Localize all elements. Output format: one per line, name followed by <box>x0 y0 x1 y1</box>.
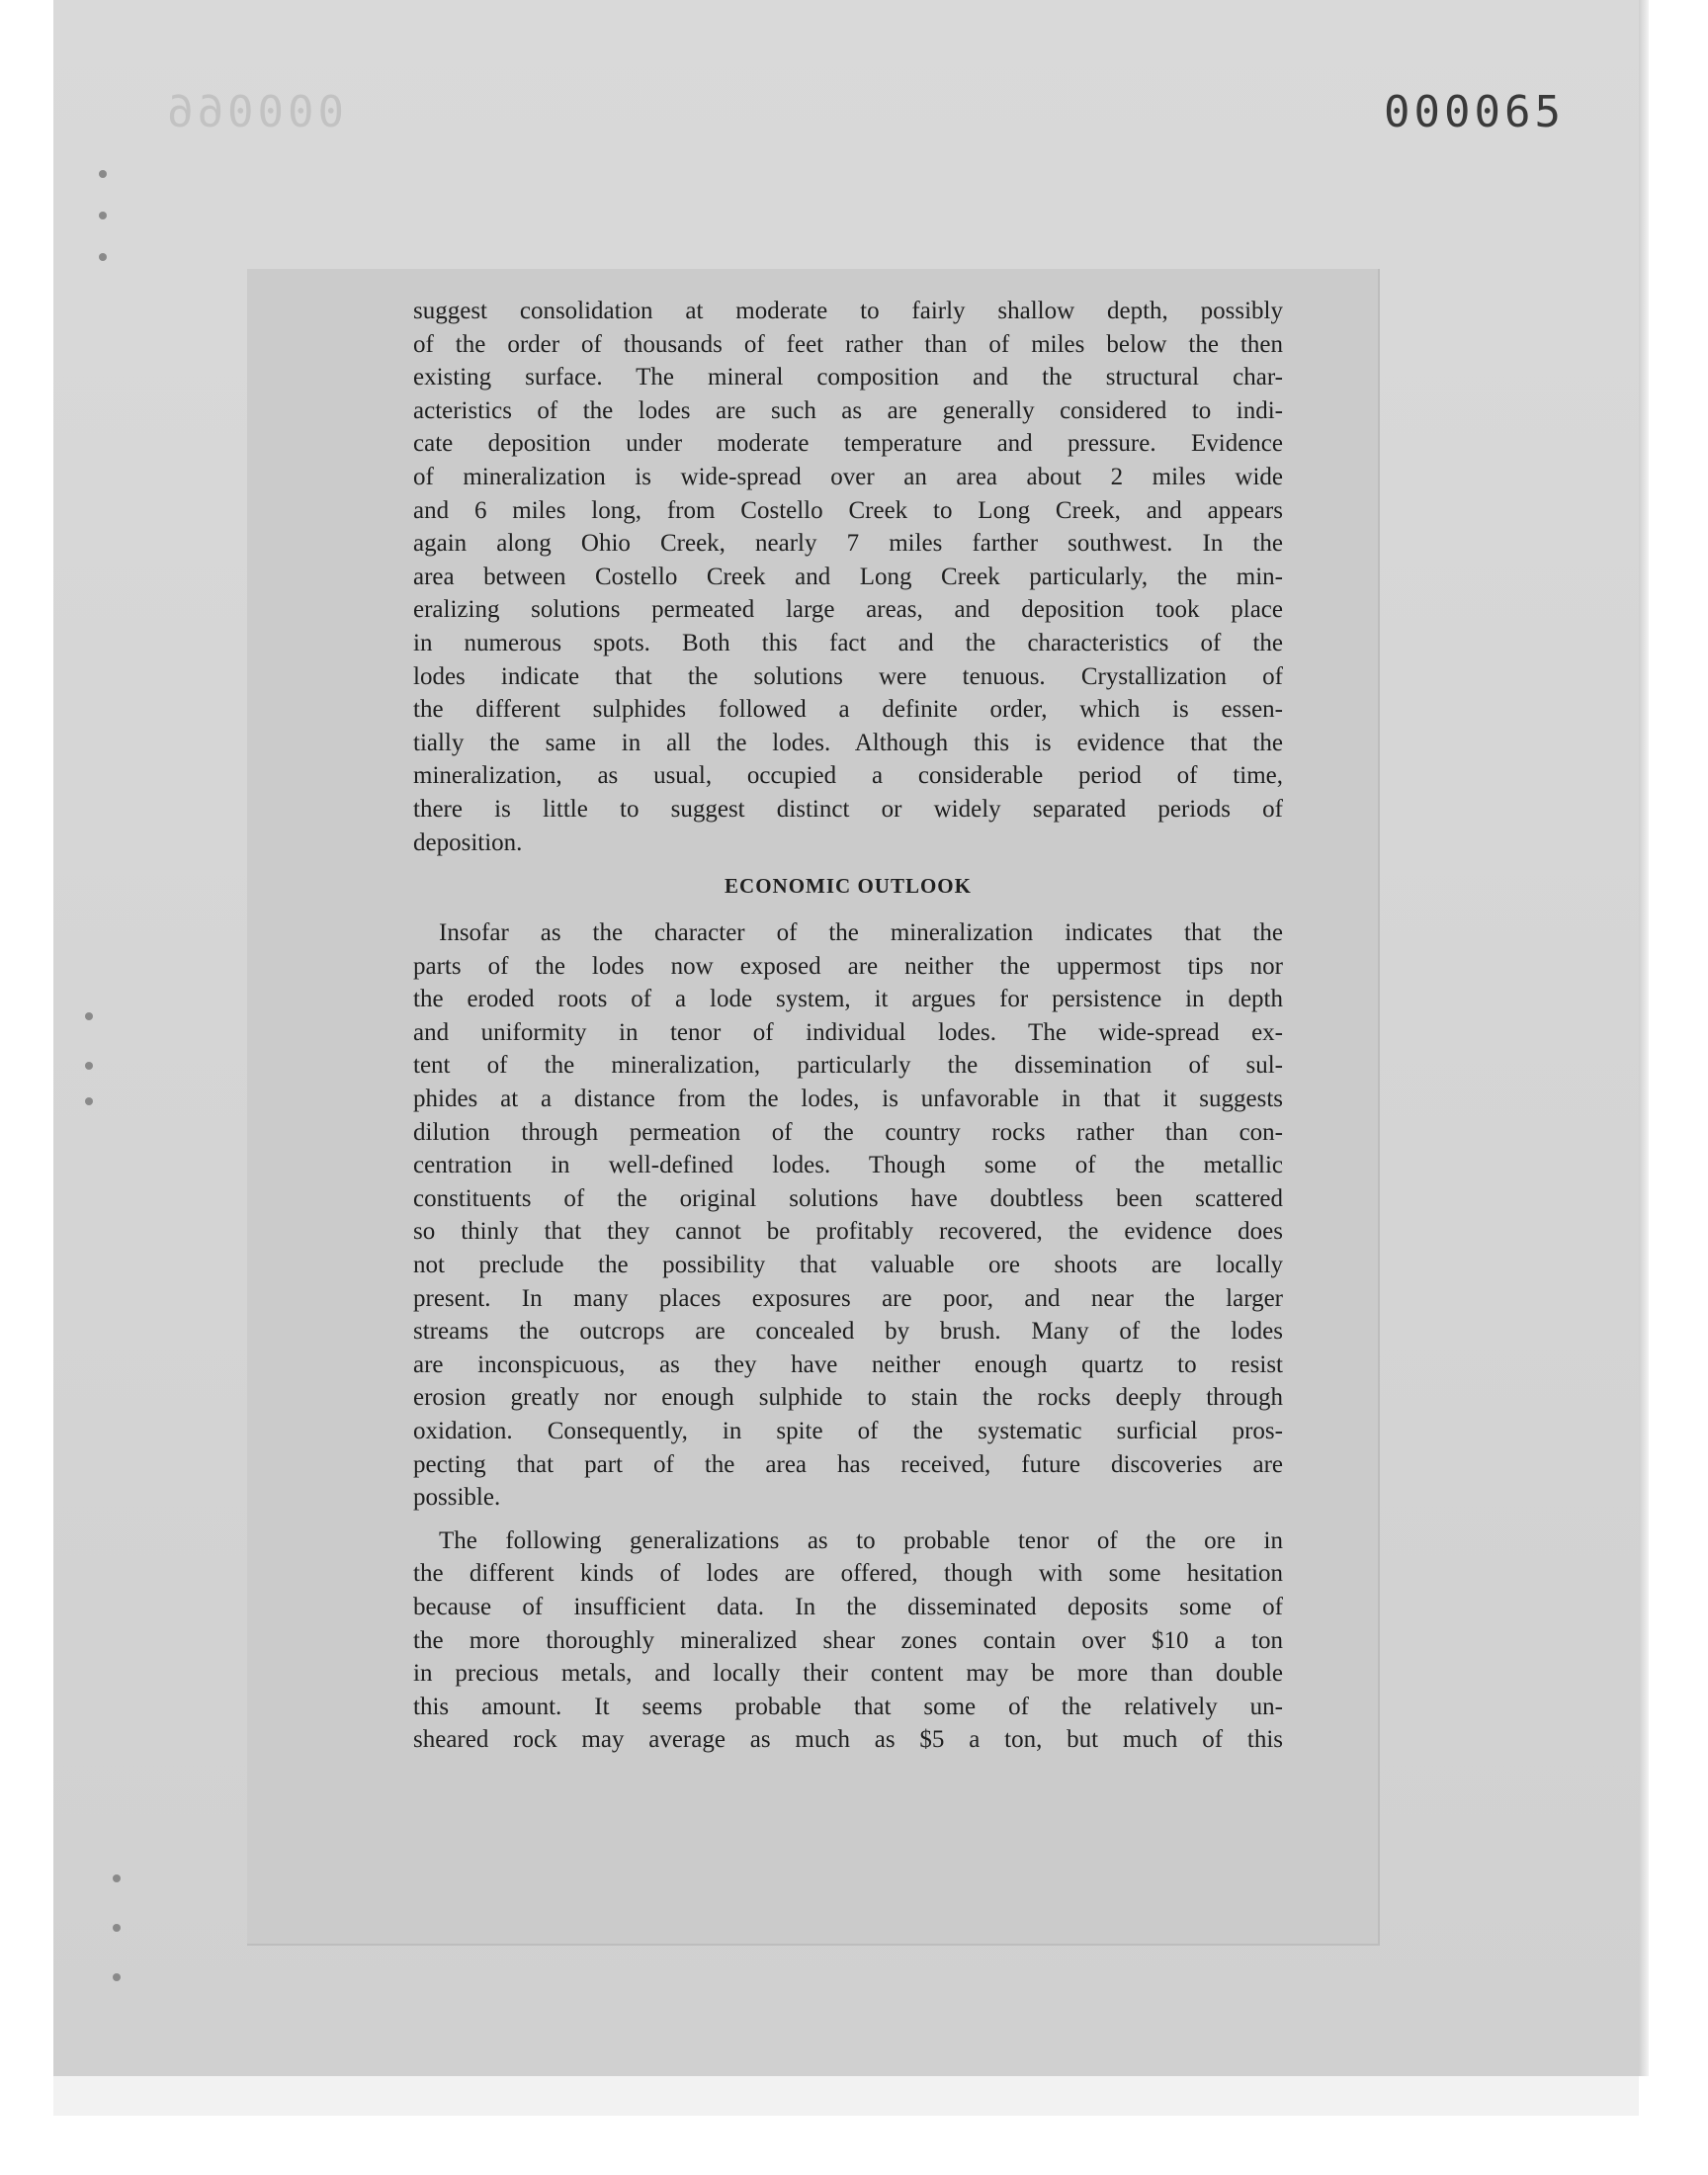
body-text <box>413 295 1283 1757</box>
text-line: Insofar as the character of the mineralization indicates that the <box>439 919 1283 947</box>
text-line: centration in well-defined lodes. Though some of the metallic <box>413 1152 1283 1179</box>
text-line: the eroded roots of a lode system, it argues for persistence in depth <box>413 986 1283 1013</box>
text-line: phides at a distance from the lodes, is unfavorable in that it suggests <box>413 1086 1283 1113</box>
binding-hole <box>113 1874 121 1882</box>
text-line: in numerous spots. Both this fact and the characteristics of the <box>413 629 1283 656</box>
text-line: tially the same in all the lodes. Although this is evidence that the <box>413 729 1283 756</box>
text-line: The following generalizations as to probable tenor of the ore in <box>439 1526 1283 1554</box>
binding-hole <box>85 1012 93 1020</box>
text-line: streams the outcrops are concealed by brush. Many of the lodes <box>413 1318 1283 1346</box>
binding-hole <box>113 1924 121 1932</box>
text-line: possible. <box>413 1484 501 1512</box>
text-line: area between Costello Creek and Long Creek particularly, the min- <box>413 563 1283 590</box>
binding-hole <box>99 253 107 261</box>
text-line: acteristics of the lodes are such as are generally considered to indi- <box>413 396 1283 424</box>
text-line: constituents of the original solutions have doubtless been scattered <box>413 1184 1283 1212</box>
text-line: the more thoroughly mineralized shear zones contain over $10 a ton <box>413 1626 1283 1654</box>
text-line: the different sulphides followed a definite order, which is essen- <box>413 696 1283 724</box>
text-line: existing surface. The mineral composition and the structural char- <box>413 364 1283 392</box>
text-line: erosion greatly nor enough sulphide to stain the rocks deeply through <box>413 1384 1283 1412</box>
text-line: there is little to suggest distinct or widely separated periods of <box>413 795 1283 823</box>
text-line: are inconspicuous, as they have neither enough quartz to resist <box>413 1350 1283 1378</box>
page-number: 000065 <box>1384 87 1565 137</box>
binding-hole <box>99 170 107 178</box>
text-line: of mineralization is wide-spread over an area about 2 miles wide <box>413 463 1283 490</box>
bottom-margin <box>53 2076 1639 2116</box>
binding-hole <box>113 1973 121 1981</box>
text-line: mineralization, as usual, occupied a considerable period of time, <box>413 762 1283 790</box>
binding-hole <box>85 1062 93 1070</box>
binding-hole <box>85 1097 93 1105</box>
text-line: cate deposition under moderate temperature and pressure. Evidence <box>413 430 1283 458</box>
text-line: so thinly that they cannot be profitably recovered, the evidence does <box>413 1218 1283 1246</box>
document-page <box>247 269 1380 1946</box>
text-line: sheared rock may average as much as $5 a ton, but much of this <box>413 1726 1283 1754</box>
text-line: parts of the lodes now exposed are neither the uppermost tips nor <box>413 952 1283 980</box>
text-line: and 6 miles long, from Costello Creek to Long Creek, and appears <box>413 496 1283 524</box>
text-line: pecting that part of the area has received, future discoveries are <box>413 1450 1283 1478</box>
text-line: the different kinds of lodes are offered, though with some hesitation <box>413 1560 1283 1588</box>
paragraph-economic-outlook <box>413 916 1283 1515</box>
text-line: not preclude the possibility that valuable ore shoots are locally <box>413 1252 1283 1279</box>
text-line: of the order of thousands of feet rather than of miles below the then <box>413 330 1283 358</box>
paragraph-generalizations <box>413 1524 1283 1757</box>
text-line: again along Ohio Creek, nearly 7 miles farther southwest. In the <box>413 530 1283 558</box>
text-line: in precious metals, and locally their content may be more than double <box>413 1660 1283 1688</box>
text-line: eralizing solutions permeated large areas, and deposition took place <box>413 596 1283 624</box>
text-line: this amount. It seems probable that some of the relatively un- <box>413 1693 1283 1720</box>
paragraph-consolidation <box>413 295 1283 859</box>
text-line: dilution through permeation of the country rocks rather than con- <box>413 1118 1283 1146</box>
section-heading: ECONOMIC OUTLOOK <box>725 874 972 899</box>
text-line: tent of the mineralization, particularly the dissemination of sul- <box>413 1052 1283 1080</box>
paragraph-spacer <box>413 1515 1283 1524</box>
text-line: suggest consolidation at moderate to fairly shallow depth, possibly <box>413 298 1283 324</box>
text-line: lodes indicate that the solutions were tenuous. Crystallization of <box>413 662 1283 690</box>
text-line: and uniformity in tenor of individual lodes. The wide-spread ex- <box>413 1018 1283 1046</box>
text-line: present. In many places exposures are poor, and near the larger <box>413 1284 1283 1312</box>
page-number-mirrored: 000066 <box>163 87 344 137</box>
text-line: because of insufficient data. In the disseminated deposits some of <box>413 1593 1283 1620</box>
text-line: oxidation. Consequently, in spite of the systematic surficial pros- <box>413 1418 1283 1444</box>
text-line: deposition. <box>413 828 523 856</box>
binding-hole <box>99 212 107 219</box>
